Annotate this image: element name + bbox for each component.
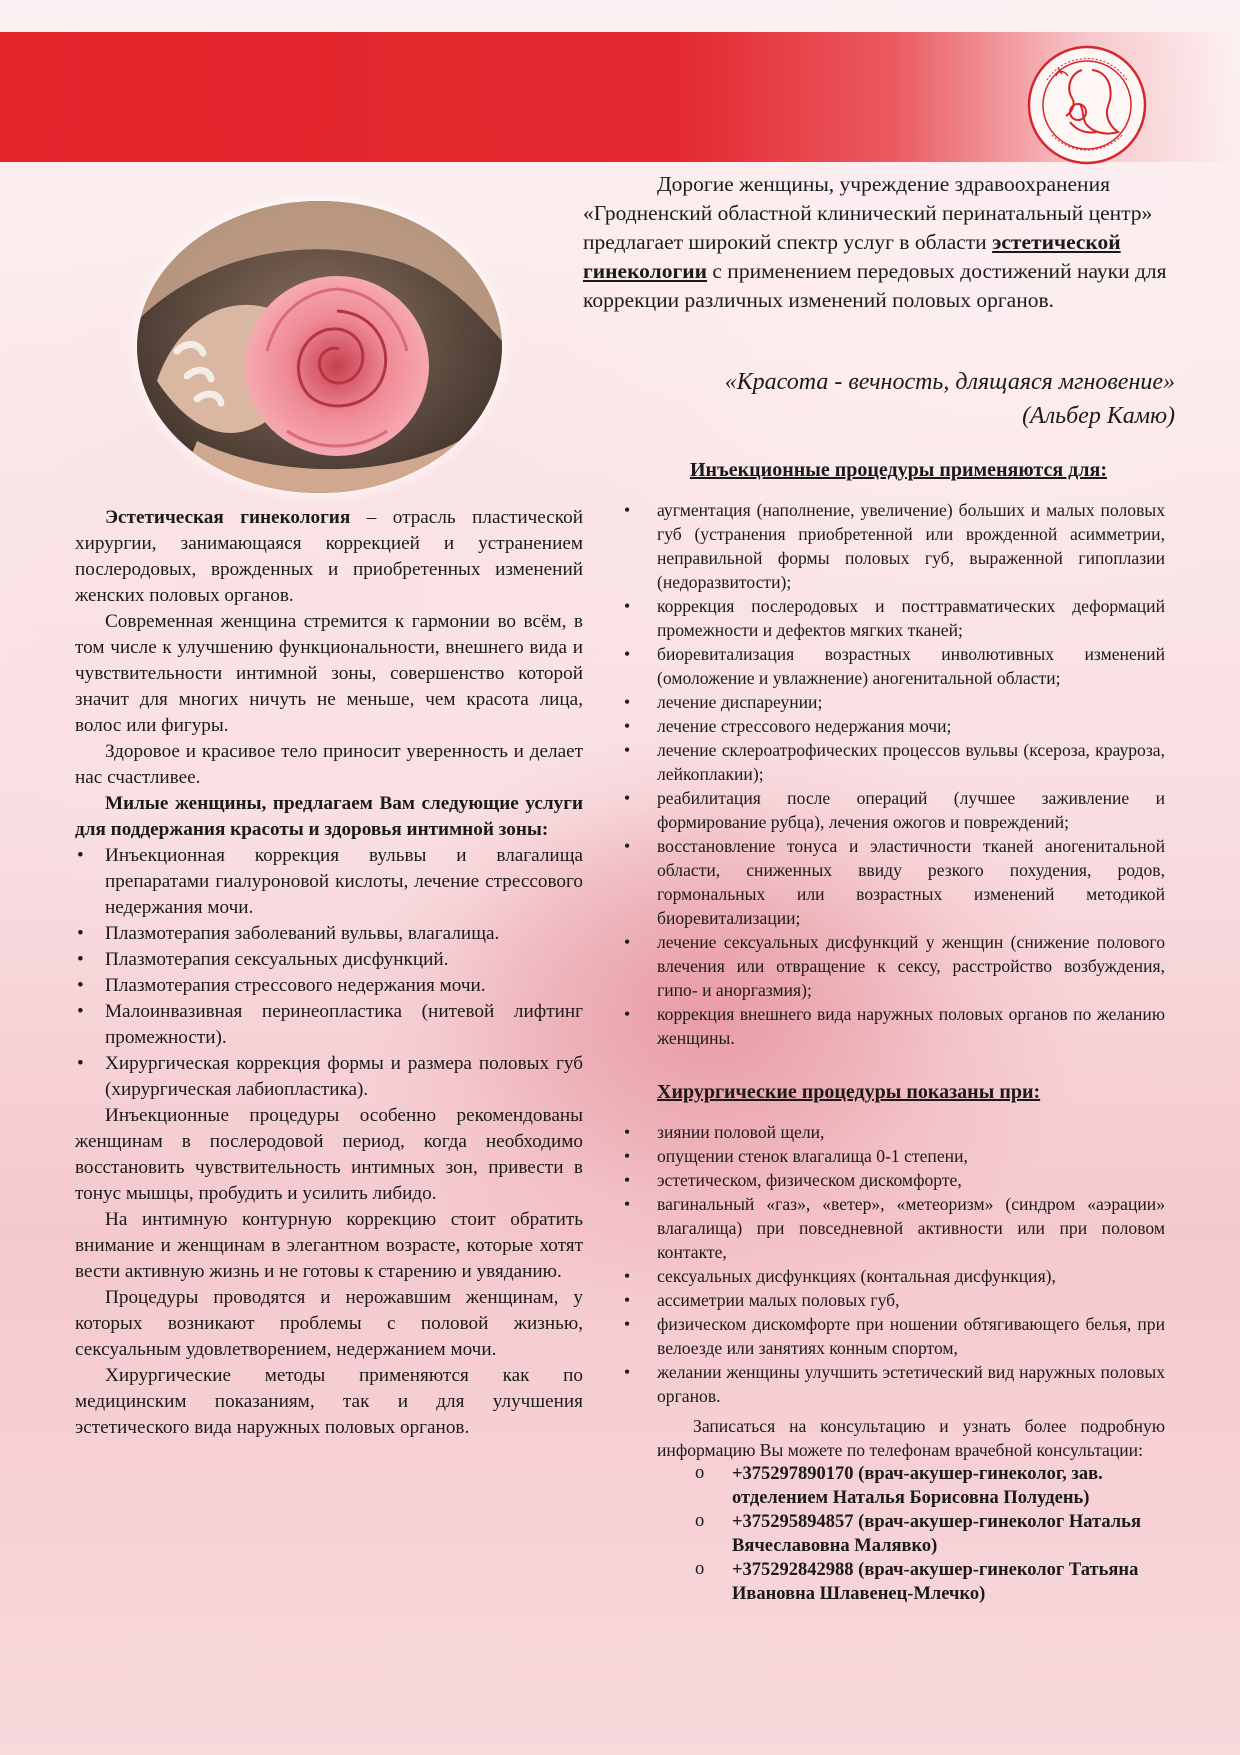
rose-in-hands-image	[137, 201, 502, 493]
list-item: • лечение стрессового недержания мочи;	[657, 714, 1165, 738]
surgical-section-title: Хирургические процедуры показаны при:	[657, 1081, 1041, 1103]
quote-block	[583, 365, 1175, 433]
surgical-methods-paragraph: Хирургические методы применяются как по медицинским показаниям, так и для улучшения эстетического вида наружных половых органов.	[75, 1365, 583, 1438]
list-item: • Малоинвазивная перинеопластика (нитевой лифтинг промежности).	[75, 999, 583, 1051]
list-item: • коррекция послеродовых и посттравматических деформаций промежности и дефектов мягких тканей;	[657, 594, 1165, 642]
contacts-list	[622, 1462, 1165, 1606]
definition-text: – отрасль пластической хирургии, занимающаяся коррекцией и устранением послеродовых, врожденных и приобретенных изменений женских половых органов.	[75, 507, 583, 606]
list-item: • физическом дискомфорте при ношении обтягивающего белья, при велоезде или занятиях конным спортом,	[657, 1312, 1165, 1360]
injection-recommendation-paragraph: Инъекционные процедуры особенно рекомендованы женщинам в послеродовой период, когда необходимо восстановить чувствительность интимных зон, привести в тонус мышцы, пробудить и усилить либидо.	[75, 1105, 583, 1204]
intro-text-before: Дорогие женщины, учреждение здравоохранения «Гродненский областной клинический перинатальный центр» предлагает широкий спектр услуг в области	[583, 172, 1153, 254]
list-item: • Плазмотерапия заболеваний вульвы, влагалища.	[75, 921, 583, 947]
surgical-list	[622, 1120, 1165, 1408]
list-item: • лечение диспареунии;	[657, 690, 1165, 714]
definition-paragraph	[75, 505, 583, 609]
list-item: • биоревитализация возрастных инволютивных изменений (омоложение и увлажнение) аногенитальной области;	[657, 642, 1165, 690]
left-column	[75, 505, 583, 1441]
list-item: • вагинальный «газ», «ветер», «метеоризм» (синдром «аэрации» влагалища) при повседневной активности или при половом контакте,	[657, 1192, 1165, 1264]
list-item: • желании женщины улучшить эстетический вид наружных половых органов.	[657, 1360, 1165, 1408]
phone-number[interactable]: +375292842988	[732, 1560, 854, 1580]
list-item: • сексуальных дисфункциях (контальная дисфункция),	[657, 1264, 1165, 1288]
perinatal-center-emblem-icon	[1022, 40, 1152, 170]
services-intro: Милые женщины, предлагаем Вам следующие услуги для поддержания красоты и здоровья интимной зоны:	[75, 793, 583, 840]
harmony-paragraph: Современная женщина стремится к гармонии во всём, в том числе к улучшению функциональности, внешнего вида и чувствительности интимной зоны, совершенство которой значит для многих ничуть не меньше, чем красота лица, волос или фигуры.	[75, 611, 583, 736]
list-item: • зиянии половой щели,	[657, 1120, 1165, 1144]
list-item: • Плазмотерапия сексуальных дисфункций.	[75, 947, 583, 973]
list-item: • реабилитация после операций (лучшее заживление и формирование рубца), лечения ожогов и повреждений;	[657, 786, 1165, 834]
list-item: • Плазмотерапия стрессового недержания мочи.	[75, 973, 583, 999]
services-list	[75, 843, 583, 1103]
quote-author: (Альбер Камю)	[1022, 403, 1175, 429]
contact-intro: Записаться на консультацию и узнать более подробную информацию Вы можете по телефонам врачебной консультации:	[657, 1416, 1165, 1460]
injection-list	[622, 498, 1165, 1050]
intro-text-after: с применением передовых достижений науки для коррекции различных изменений половых органов.	[583, 259, 1167, 312]
intro-paragraph	[583, 170, 1185, 315]
contour-correction-paragraph: На интимную контурную коррекцию стоит обратить внимание и женщинам в элегантном возрасте, которые хотят вести активную жизнь и не готовы к старению и увяданию.	[75, 1209, 583, 1282]
contact-item	[732, 1510, 1165, 1558]
contact-description: (врач-акушер-гинеколог Татьяна Ивановна Шлавенец-Млечко)	[732, 1560, 1139, 1604]
list-item: • лечение склероатрофических процессов вульвы (ксероза, крауроза, лейкоплакии);	[657, 738, 1165, 786]
list-item: • Инъекционная коррекция вульвы и влагалища препаратами гиалуроновой кислоты, лечение стрессового недержания мочи.	[75, 843, 583, 921]
confidence-paragraph: Здоровое и красивое тело приносит уверенность и делает нас счастливее.	[75, 741, 583, 788]
contact-item	[732, 1558, 1165, 1606]
injection-section-title: Инъекционные процедуры применяются для:	[690, 459, 1107, 481]
list-item: • восстановление тонуса и эластичности тканей аногенитальной области, сниженных ввиду резкого похудения, родов, гормональных или возрастных изменений методикой биоревитализации;	[657, 834, 1165, 930]
list-item: • лечение сексуальных дисфункций у женщин (снижение полового влечения или отвращение к сексу, расстройство возбуждения, гипо- и аноргазмия);	[657, 930, 1165, 1002]
nulliparous-paragraph: Процедуры проводятся и нерожавшим женщинам, у которых возникают проблемы с половой жизнью, сексуальным удовлетворением, недержанием мочи.	[75, 1287, 583, 1360]
contact-description: (врач-акушер-гинеколог Наталья Вячеславовна Малявко)	[732, 1512, 1141, 1556]
list-item: • ассиметрии малых половых губ,	[657, 1288, 1165, 1312]
contact-item	[732, 1462, 1165, 1510]
list-item: • опущении стенок влагалища 0-1 степени,	[657, 1144, 1165, 1168]
phone-number[interactable]: +375297890170	[732, 1464, 854, 1484]
list-item: • Хирургическая коррекция формы и размера половых губ (хирургическая лабиопластика).	[75, 1051, 583, 1103]
list-item: • коррекция внешнего вида наружных половых органов по желанию женщины.	[657, 1002, 1165, 1050]
right-column	[622, 458, 1165, 1606]
contact-description: (врач-акушер-гинеколог, зав. отделением Наталья Борисовна Полудень)	[732, 1464, 1103, 1508]
definition-term: Эстетическая гинекология	[105, 507, 351, 528]
phone-number[interactable]: +375295894857	[732, 1512, 854, 1532]
quote-text: «Красота - вечность, длящаяся мгновение»	[724, 369, 1175, 395]
list-item: • эстетическом, физическом дискомфорте,	[657, 1168, 1165, 1192]
list-item: • аугментация (наполнение, увеличение) больших и малых половых губ (устранения приобретенной или врожденной асимметрии, неправильной формы половых губ, выраженной гипоплазии (недоразвитости);	[657, 498, 1165, 594]
intro-highlight: эстетической гинекологии	[583, 230, 1121, 283]
